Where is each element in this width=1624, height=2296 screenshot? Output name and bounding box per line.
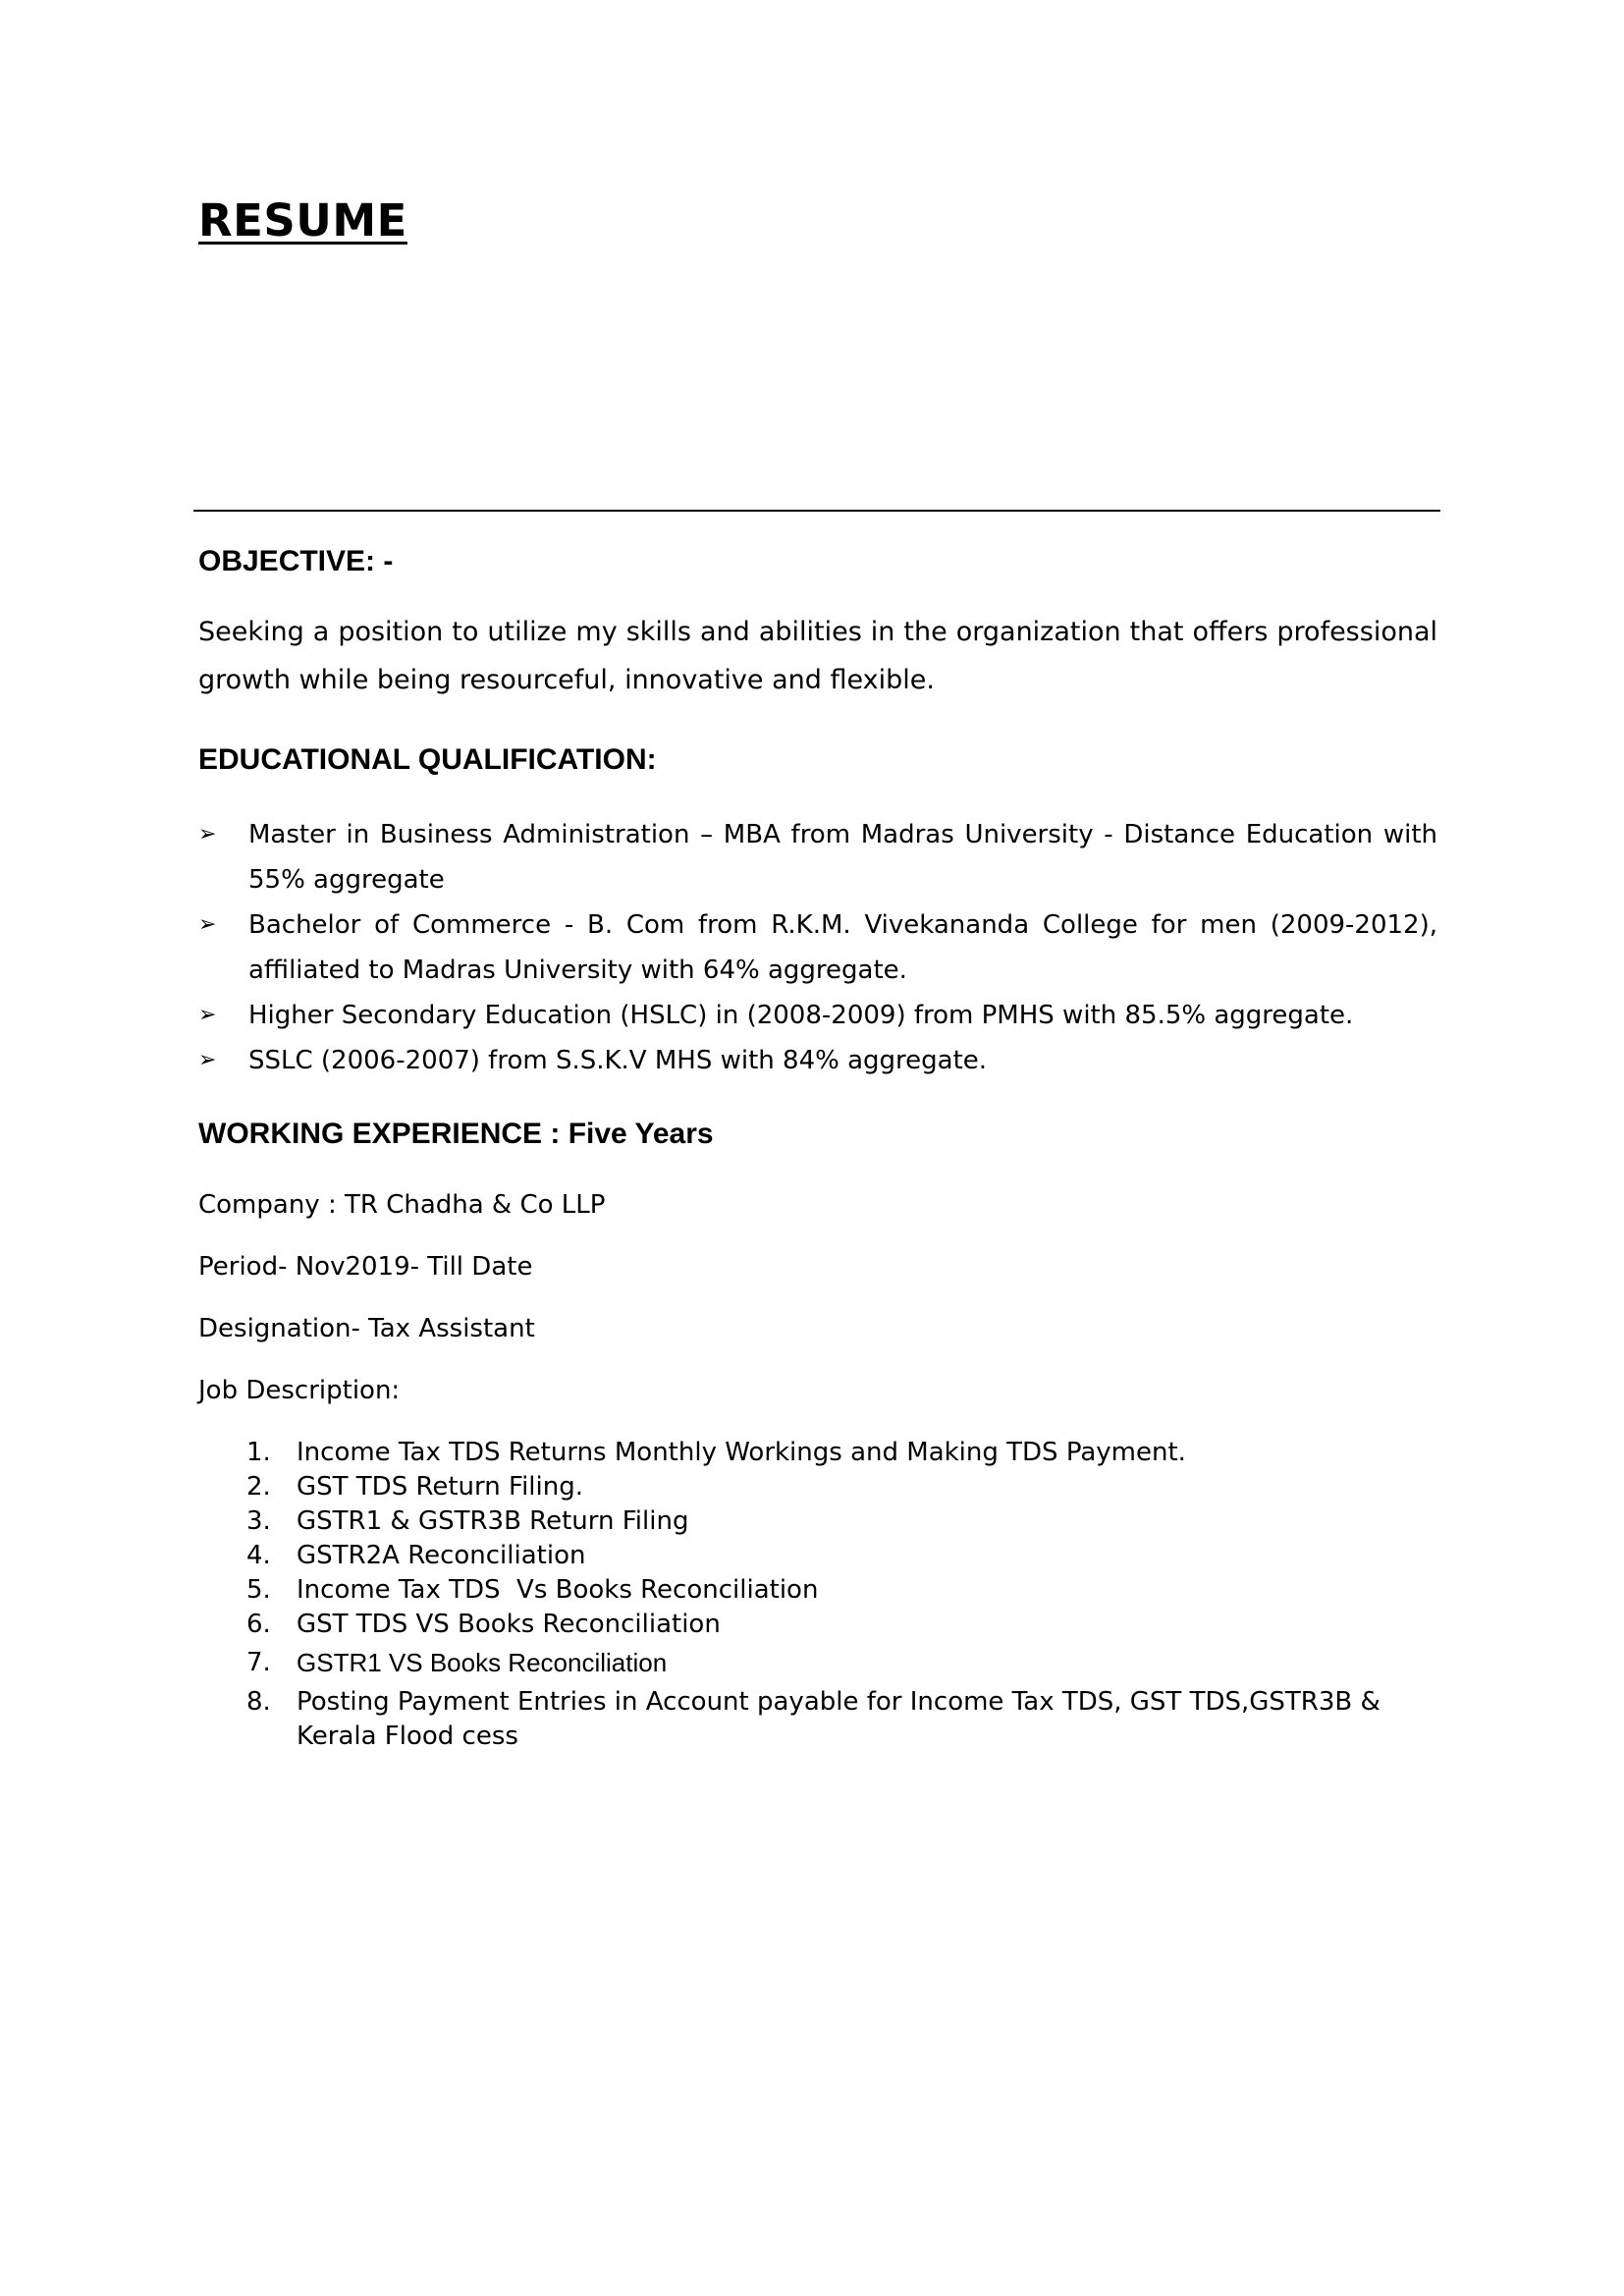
education-item: [198, 902, 1437, 993]
designation-field: Designation- Tax Assistant: [198, 1314, 535, 1343]
job-duty-text: Posting Payment Entries in Account payable for Income Tax TDS, GST TDS,GSTR3B & Kerala Flood cess: [297, 1687, 1380, 1751]
job-duty-number: 7.: [246, 1648, 271, 1677]
education-item: [198, 993, 1437, 1038]
job-duty-number: 8.: [246, 1687, 271, 1717]
job-duty-text: GSTR1 VS Books Reconciliation: [297, 1648, 668, 1677]
job-duty-text: Income Tax TDS Vs Books Reconciliation: [297, 1575, 819, 1605]
job-duty-text: Income Tax TDS Returns Monthly Workings and Making TDS Payment.: [297, 1438, 1186, 1467]
job-duty-text: GSTR1 & GSTR3B Return Filing: [297, 1506, 689, 1536]
resume-title: RESUME: [198, 194, 407, 246]
job-duty-item: [198, 1646, 1437, 1681]
objective-text: Seeking a position to utilize my skills and abilities in the organization that offers professional growth while being resourceful, innovative and flexible.: [198, 617, 1437, 695]
job-duty-item: [198, 1539, 1437, 1573]
job-duty-number: 3.: [246, 1506, 271, 1536]
job-duty-item: [198, 1608, 1437, 1642]
company-field: Company : TR Chadha & Co LLP: [198, 1190, 606, 1220]
job-duty-item: [198, 1504, 1437, 1539]
objective-heading: OBJECTIVE: -: [198, 545, 394, 577]
education-item: [198, 812, 1437, 902]
education-item-text: Master in Business Administration – MBA from Madras University - Distance Education with 55% aggregate: [248, 820, 1437, 895]
header-divider: [193, 510, 1440, 512]
education-item-text: Bachelor of Commerce - B. Com from R.K.M. Vivekananda College for men (2009-2012), affiliated to Madras University with 64% aggregate.: [248, 910, 1437, 985]
education-heading: EDUCATIONAL QUALIFICATION:: [198, 743, 657, 776]
job-duty-item: [198, 1685, 1437, 1754]
arrowhead-bullet-icon: ➢: [198, 1048, 217, 1072]
arrowhead-bullet-icon: ➢: [198, 1003, 217, 1027]
arrowhead-bullet-icon: ➢: [198, 912, 217, 937]
job-duty-text: GSTR2A Reconciliation: [297, 1541, 586, 1570]
job-duty-number: 4.: [246, 1541, 271, 1570]
education-item: [198, 1038, 1437, 1083]
job-duty-item: [198, 1470, 1437, 1504]
job-duty-item: [198, 1436, 1437, 1470]
period-field: Period- Nov2019- Till Date: [198, 1252, 533, 1282]
job-duty-number: 6.: [246, 1610, 271, 1639]
job-duty-number: 5.: [246, 1575, 271, 1605]
job-duty-text: GST TDS VS Books Reconciliation: [297, 1610, 721, 1639]
job-duty-number: 1.: [246, 1438, 271, 1467]
education-item-text: SSLC (2006-2007) from S.S.K.V MHS with 84% aggregate.: [248, 1046, 988, 1075]
experience-heading: WORKING EXPERIENCE : Five Years: [198, 1118, 714, 1150]
education-item-text: Higher Secondary Education (HSLC) in (2008-2009) from PMHS with 85.5% aggregate.: [248, 1001, 1354, 1030]
job-duty-number: 2.: [246, 1472, 271, 1502]
job-duty-text: GST TDS Return Filing.: [297, 1472, 583, 1502]
job-duty-item: [198, 1573, 1437, 1608]
job-description-label: Job Description:: [198, 1376, 401, 1405]
education-list: [198, 812, 1437, 1083]
job-duties-list: [198, 1436, 1437, 1754]
arrowhead-bullet-icon: ➢: [198, 822, 217, 847]
